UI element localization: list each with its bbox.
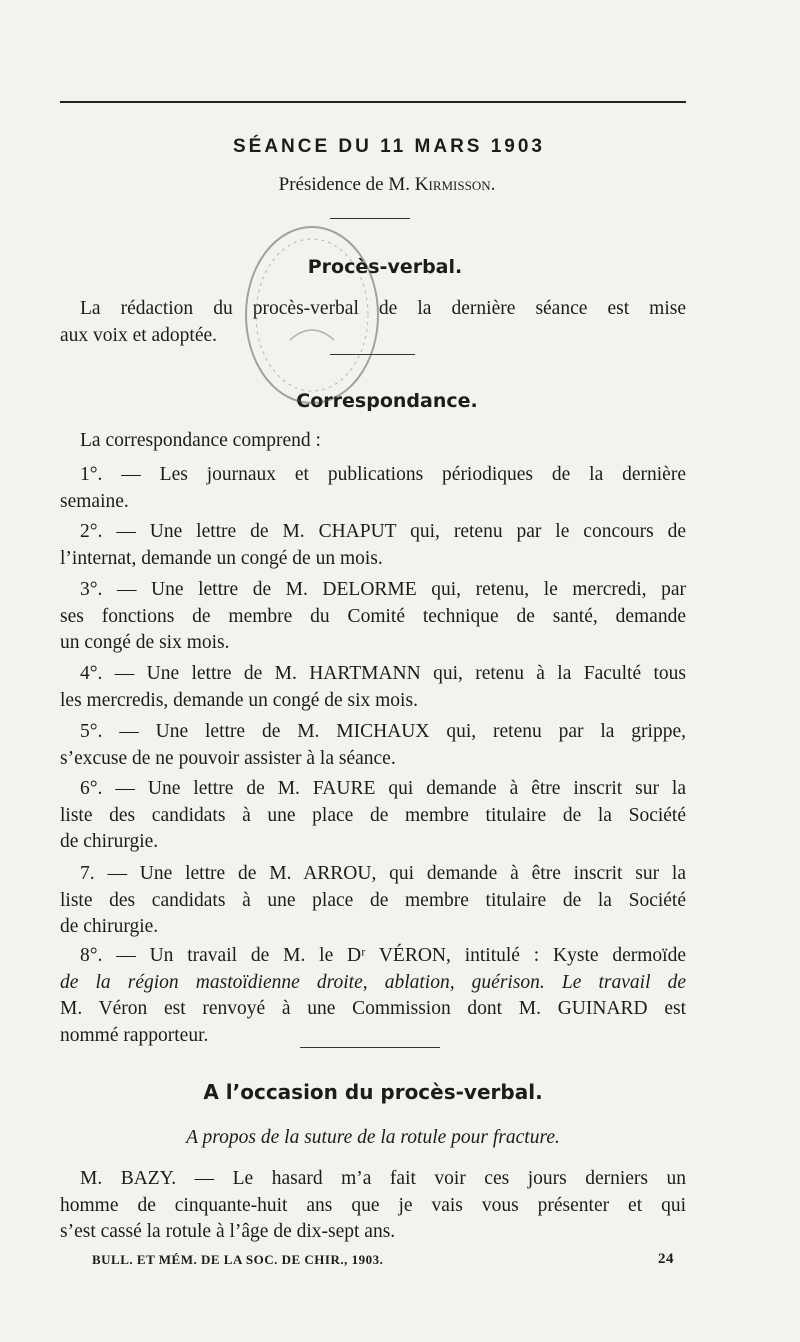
list-item-4: 4°. — Une lettre de M. HARTMANN qui, retenu à la Faculté tous les mercredis, demande un congé de six mois. xyxy=(60,663,686,711)
session-title: SÉANCE DU 11 MARS 1903 xyxy=(232,136,546,157)
section-heading-occasion: A l’occasion du procès-verbal. xyxy=(203,1080,543,1104)
paragraph-intro: La correspondance comprend : xyxy=(80,430,321,451)
library-stamp-icon xyxy=(240,220,390,410)
subsection-title: A propos de la suture de la rotule pour fracture. xyxy=(186,1127,560,1148)
section-heading-correspondance: Correspondance. xyxy=(296,390,478,412)
presidence-line: Présidence de M. Kirmisson. xyxy=(278,174,496,195)
list-item-5: 5°. — Une lettre de M. MICHAUX qui, retenu par la grippe, s’excuse de ne pouvoir assister à la séance. xyxy=(60,721,686,769)
paragraph-pv: La rédaction du procès-verbal de la dernière séance est mise aux voix et adoptée. xyxy=(60,298,686,346)
list-item-7: 7. — Une lettre de M. ARROU, qui demande à être inscrit sur la liste des candidats à une place de membre titulaire de la Société de chirurgie. xyxy=(60,863,686,937)
list-item-3: 3°. — Une lettre de M. DELORME qui, retenu, le mercredi, par ses fonctions de membre du Comité technique de santé, demande un congé de six mois. xyxy=(60,579,686,653)
paragraph-bazy: M. BAZY. — Le hasard m’a fait voir ces jours derniers un homme de cinquante-huit ans que je vais vous présenter et qui s’est cassé la rotule à l’âge de dix-sept ans. xyxy=(60,1168,686,1242)
page-number: 24 xyxy=(658,1251,674,1267)
page-footer xyxy=(92,1252,674,1268)
list-item-2: 2°. — Une lettre de M. CHAPUT qui, retenu par le concours de l’internat, demande un congé de un mois. xyxy=(60,521,686,569)
divider xyxy=(330,218,410,219)
divider xyxy=(300,1047,440,1048)
list-item-8: 8°. — Un travail de M. le Dʳ VÉRON, intitulé : Kyste dermoïde de la région mastoïdienne droite, ablation, guérison. Le travail de M. Véron est renvoyé à une Commission dont M. GUINARD est nommé rapporteur. xyxy=(60,945,686,1046)
section-heading-proces-verbal: Procès-verbal. xyxy=(307,256,463,278)
president-name: Kirmisson xyxy=(414,174,491,195)
top-rule xyxy=(60,101,686,103)
journal-reference: BULL. ET MÉM. DE LA SOC. DE CHIR., 1903. xyxy=(92,1252,384,1267)
list-item-6: 6°. — Une lettre de M. FAURE qui demande à être inscrit sur la liste des candidats à une place de membre titulaire de la Société de chirurgie. xyxy=(60,778,686,852)
list-item-1: 1°. — Les journaux et publications périodiques de la dernière semaine. xyxy=(60,464,686,512)
